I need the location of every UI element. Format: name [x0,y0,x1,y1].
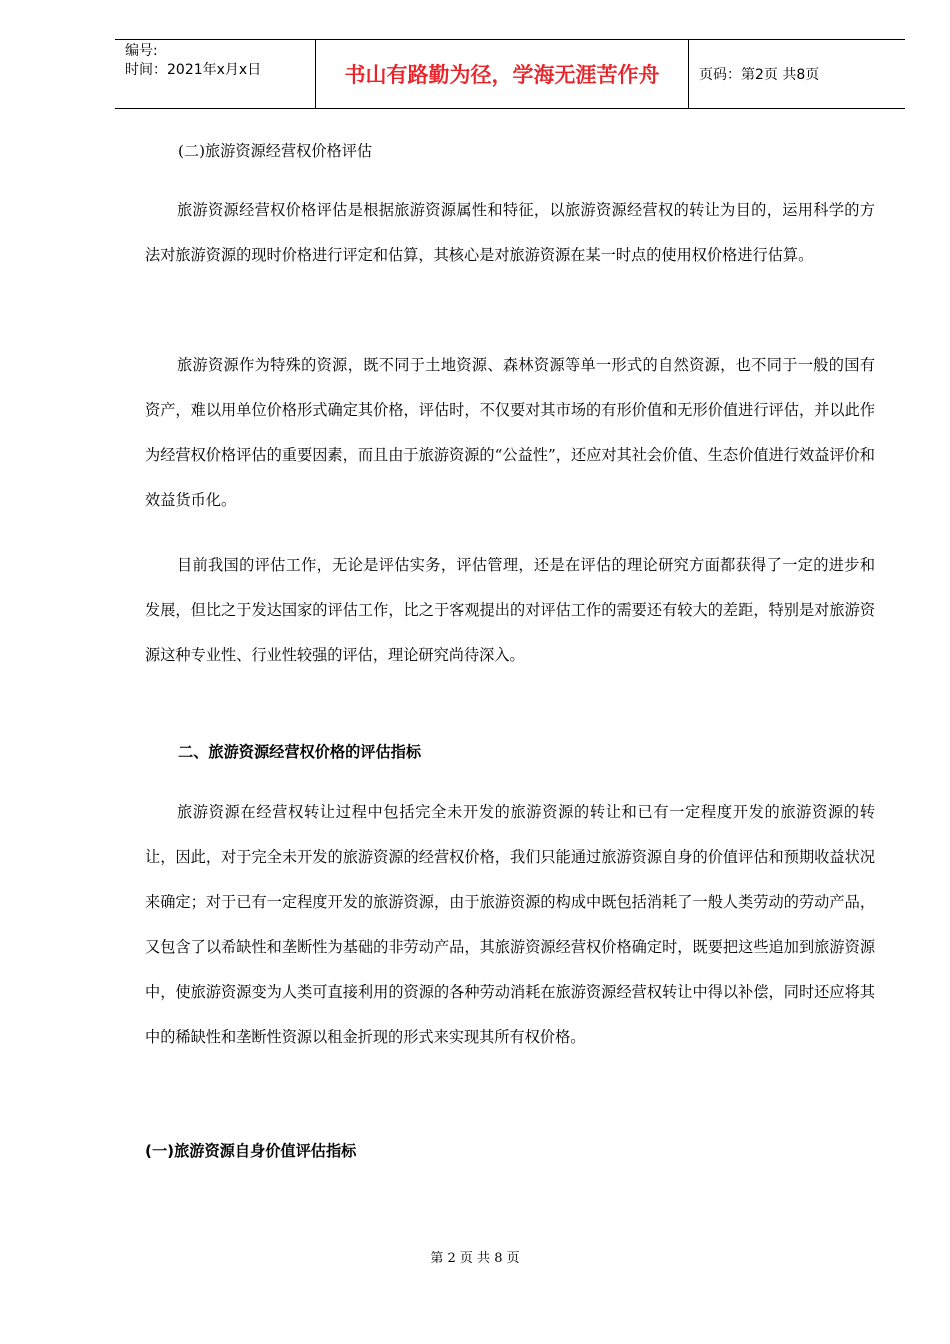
header-motto-cell [316,40,689,108]
header-motto: 书山有路勤为径，学海无涯苦作舟 [344,63,660,87]
header-page-info: 页码：第2页 共8页 [699,67,820,83]
paragraph-4-text: 旅游资源在经营权转让过程中包括完全未开发的旅游资源的转让和已有一定程度开发的旅游资源的转让，因此，对于完全未开发的旅游资源的经营权价格，我们只能通过旅游资源自身的价值评估和预期收益状况来确定；对于已有一定程度开发的旅游资源，由于旅游资源的构成中既包括消耗了一般人类劳动的劳动产品，又包含了以希缺性和垄断性为基础的非劳动产品，其旅游资源经营权价格确定时，既要把这些追加到旅游资源中，使旅游资源变为人类可直接利用的资源的各种劳动消耗在旅游资源经营权转让中得以补偿，同时还应将其中的稀缺性和垄断性资源以租金折现的形式来实现其所有权价格。 [145,803,875,1046]
header-meta-cell [115,40,316,108]
paragraph-4 [145,790,875,1060]
document-date-label: 时间：2021年x月x日 [125,62,262,78]
document-number-label: 编号: [125,43,158,59]
paragraph-2 [145,343,875,523]
paragraph-1-text: 旅游资源经营权价格评估是根据旅游资源属性和特征，以旅游资源经营权的转让为目的，运用科学的方法对旅游资源的现时价格进行评定和估算，其核心是对旅游资源在某一时点的使用权价格进行估算。 [145,201,875,264]
paragraph-1 [145,188,875,278]
section-heading: 二、旅游资源经营权价格的评估指标 [178,743,421,761]
page-header [115,39,905,109]
paragraph-3 [145,543,875,678]
subsection-heading: (一)旅游资源自身价值评估指标 [145,1142,357,1160]
page-footer: 第 2 页 共 8 页 [430,1251,520,1266]
header-page-cell [689,40,905,108]
paragraph-3-text: 目前我国的评估工作，无论是评估实务，评估管理，还是在评估的理论研究方面都获得了一定的进步和发展，但比之于发达国家的评估工作，比之于客观提出的对评估工作的需要还有较大的差距，特别是对旅游资源这种专业性、行业性较强的评估，理论研究尚待深入。 [145,556,875,664]
paragraph-2-text: 旅游资源作为特殊的资源，既不同于土地资源、森林资源等单一形式的自然资源，也不同于一般的国有资产，难以用单位价格形式确定其价格，评估时，不仅要对其市场的有形价值和无形价值进行评估，并以此作为经营权价格评估的重要因素，而且由于旅游资源的“公益性”，还应对其社会价值、生态价值进行效益评价和效益货币化。 [145,356,875,509]
section-subtitle: (二)旅游资源经营权价格评估 [178,142,373,160]
